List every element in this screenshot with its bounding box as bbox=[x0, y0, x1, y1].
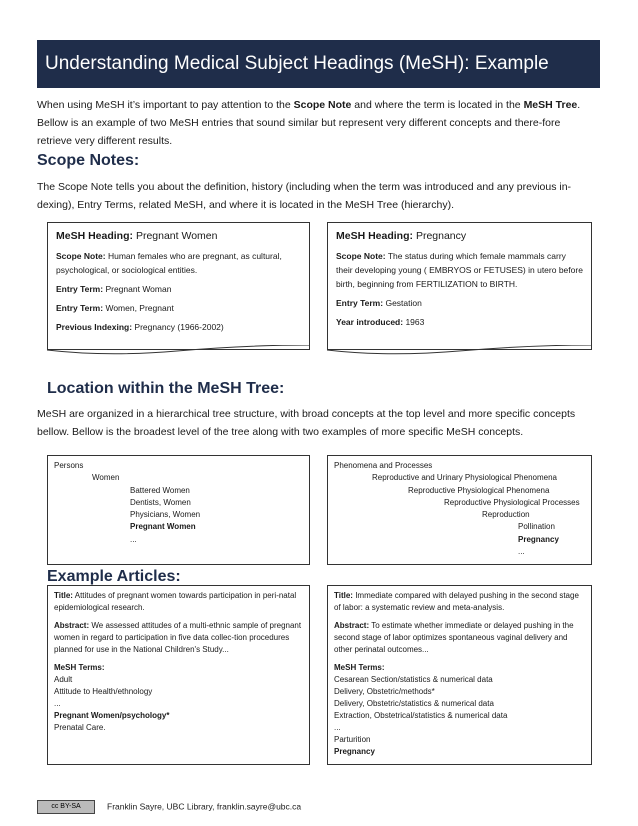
scope-note-value: Human females who are pregnant, as cultural, psychological, or sociological entities. bbox=[56, 251, 282, 275]
article-title-label: Title: bbox=[54, 591, 73, 600]
location-heading: Location within the MeSH Tree: bbox=[47, 380, 285, 397]
mesh-term-highlighted: Pregnancy bbox=[334, 747, 375, 756]
entry-term-value: Gestation bbox=[385, 298, 422, 308]
intro-text: and where the term is located in the bbox=[351, 99, 524, 111]
scope-note-card-pregnancy bbox=[327, 222, 592, 350]
mesh-term: Extraction, Obstetrical/statistics & numerical data bbox=[334, 711, 508, 720]
mesh-term: Delivery, Obstetric/methods* bbox=[334, 687, 435, 696]
article-card-pregnant-women bbox=[47, 585, 310, 765]
page-title: Understanding Medical Subject Headings (MeSH): Example bbox=[37, 40, 600, 88]
year-introduced-value: 1963 bbox=[405, 317, 425, 327]
scope-note-value: The status during which female mammals carry their developing young ( EMBRYOS or FETUSES) in utero before birth, beginning from FERTILIZATION to BIRTH. bbox=[336, 251, 583, 289]
tree-node-highlighted: Pregnancy bbox=[518, 534, 559, 544]
article-title-label: Title: bbox=[334, 591, 353, 600]
mesh-tree-pregnancy bbox=[327, 455, 592, 565]
articles-heading: Example Articles: bbox=[47, 568, 181, 585]
intro-bold-scope-note: Scope Note bbox=[293, 99, 352, 111]
scope-notes-text: The Scope Note tells you about the definition, history (including when the term was introduced and any previous in-dexing), Entry Terms, related MeSH, and where it is located in the MeSH Tree (hierarchy). bbox=[37, 181, 572, 211]
mesh-term: Attitude to Health/ethnology bbox=[54, 687, 153, 696]
scope-note-label: Scope Note: bbox=[336, 251, 386, 261]
previous-indexing-value: Pregnancy (1966-2002) bbox=[134, 322, 224, 332]
article-card-pregnancy bbox=[327, 585, 592, 765]
entry-term-label: Entry Term: bbox=[56, 303, 104, 313]
mesh-term: Delivery, Obstetric/statistics & numerical data bbox=[334, 699, 494, 708]
article-abstract-label: Abstract: bbox=[54, 621, 90, 630]
previous-indexing-label: Previous Indexing: bbox=[56, 322, 133, 332]
mesh-terms-label: MeSH Terms: bbox=[54, 663, 105, 672]
mesh-term: Prenatal Care. bbox=[54, 723, 106, 732]
tree-node: Phenomena and Processes bbox=[334, 461, 433, 470]
article-abstract-value: To estimate whether immediate or delayed pushing in the second stage of labor optimizes spontaneous vaginal delivery and other perinatal outcomes... bbox=[334, 621, 574, 654]
article-abstract-value: We assessed attitudes of a multi-ethnic sample of pregnant women in regard to participation in five data collec-tion procedures planned for use in the National Children's Study... bbox=[54, 621, 302, 654]
mesh-terms-label: MeSH Terms: bbox=[334, 663, 385, 672]
scope-note-label: Scope Note: bbox=[56, 251, 106, 261]
article-title-value: Immediate compared with delayed pushing in the second stage of labor: a systematic review and meta-analysis. bbox=[334, 591, 579, 612]
footer-credit: Franklin Sayre, UBC Library, franklin.sayre@ubc.ca bbox=[107, 801, 302, 812]
tree-node: Physicians, Women bbox=[130, 510, 201, 520]
intro-text: When using MeSH it’s important to pay attention to the bbox=[37, 99, 294, 111]
cc-license-icon: cc BY-SA bbox=[37, 800, 95, 814]
article-title-value: Attitudes of pregnant women towards participation in peri-natal epidemiological research. bbox=[54, 591, 297, 612]
entry-term-label: Entry Term: bbox=[56, 284, 104, 294]
tree-node: Reproductive and Urinary Physiological Phenomena bbox=[372, 473, 557, 483]
tree-node: Reproductive Physiological Phenomena bbox=[408, 485, 550, 495]
tree-node: Women bbox=[92, 473, 120, 483]
tree-node: ... bbox=[518, 547, 525, 557]
page-curl-decoration bbox=[47, 345, 310, 357]
mesh-term: Parturition bbox=[334, 735, 371, 744]
entry-term-value: Pregnant Woman bbox=[105, 284, 172, 294]
article-abstract-label: Abstract: bbox=[334, 621, 370, 630]
year-introduced-label: Year introduced: bbox=[336, 317, 404, 327]
entry-term-label: Entry Term: bbox=[336, 298, 384, 308]
mesh-term: ... bbox=[54, 699, 61, 708]
mesh-term-highlighted: Pregnant Women/psychology* bbox=[54, 711, 170, 720]
mesh-heading-label: MeSH Heading: bbox=[56, 230, 134, 242]
mesh-term: Adult bbox=[54, 675, 73, 684]
mesh-tree-pregnant-women bbox=[47, 455, 310, 565]
intro-text: . Bellow is an example of two MeSH entries that sound similar but represent very different concepts and there-fore retrieve very different results. bbox=[37, 99, 581, 147]
intro-paragraph bbox=[37, 96, 597, 150]
scope-note-card-pregnant-women bbox=[47, 222, 310, 350]
tree-node: Reproduction bbox=[482, 510, 530, 520]
tree-node-highlighted: Pregnant Women bbox=[130, 522, 196, 532]
page-curl-decoration bbox=[327, 345, 592, 357]
footer bbox=[37, 800, 301, 814]
tree-node: Pollination bbox=[518, 522, 555, 532]
mesh-heading-value: Pregnancy bbox=[415, 230, 467, 242]
tree-node: ... bbox=[130, 534, 137, 544]
tree-node: Dentists, Women bbox=[130, 497, 191, 507]
intro-bold-mesh-tree: MeSH Tree bbox=[523, 99, 578, 111]
mesh-term: Cesarean Section/statistics & numerical data bbox=[334, 675, 493, 684]
mesh-heading-value: Pregnant Women bbox=[135, 230, 218, 242]
tree-node: Battered Women bbox=[130, 485, 190, 495]
mesh-heading-label: MeSH Heading: bbox=[336, 230, 414, 242]
mesh-term: ... bbox=[334, 723, 341, 732]
entry-term-value: Women, Pregnant bbox=[105, 303, 174, 313]
location-text: MeSH are organized in a hierarchical tree structure, with broad concepts at the top level and more specific concepts bellow. Bellow is the broadest level of the tree along with two examples of more specific MeSH concepts. bbox=[37, 408, 576, 438]
tree-node: Persons bbox=[54, 461, 84, 470]
tree-node: Reproductive Physiological Processes bbox=[444, 497, 580, 507]
scope-notes-heading: Scope Notes: bbox=[37, 152, 140, 169]
